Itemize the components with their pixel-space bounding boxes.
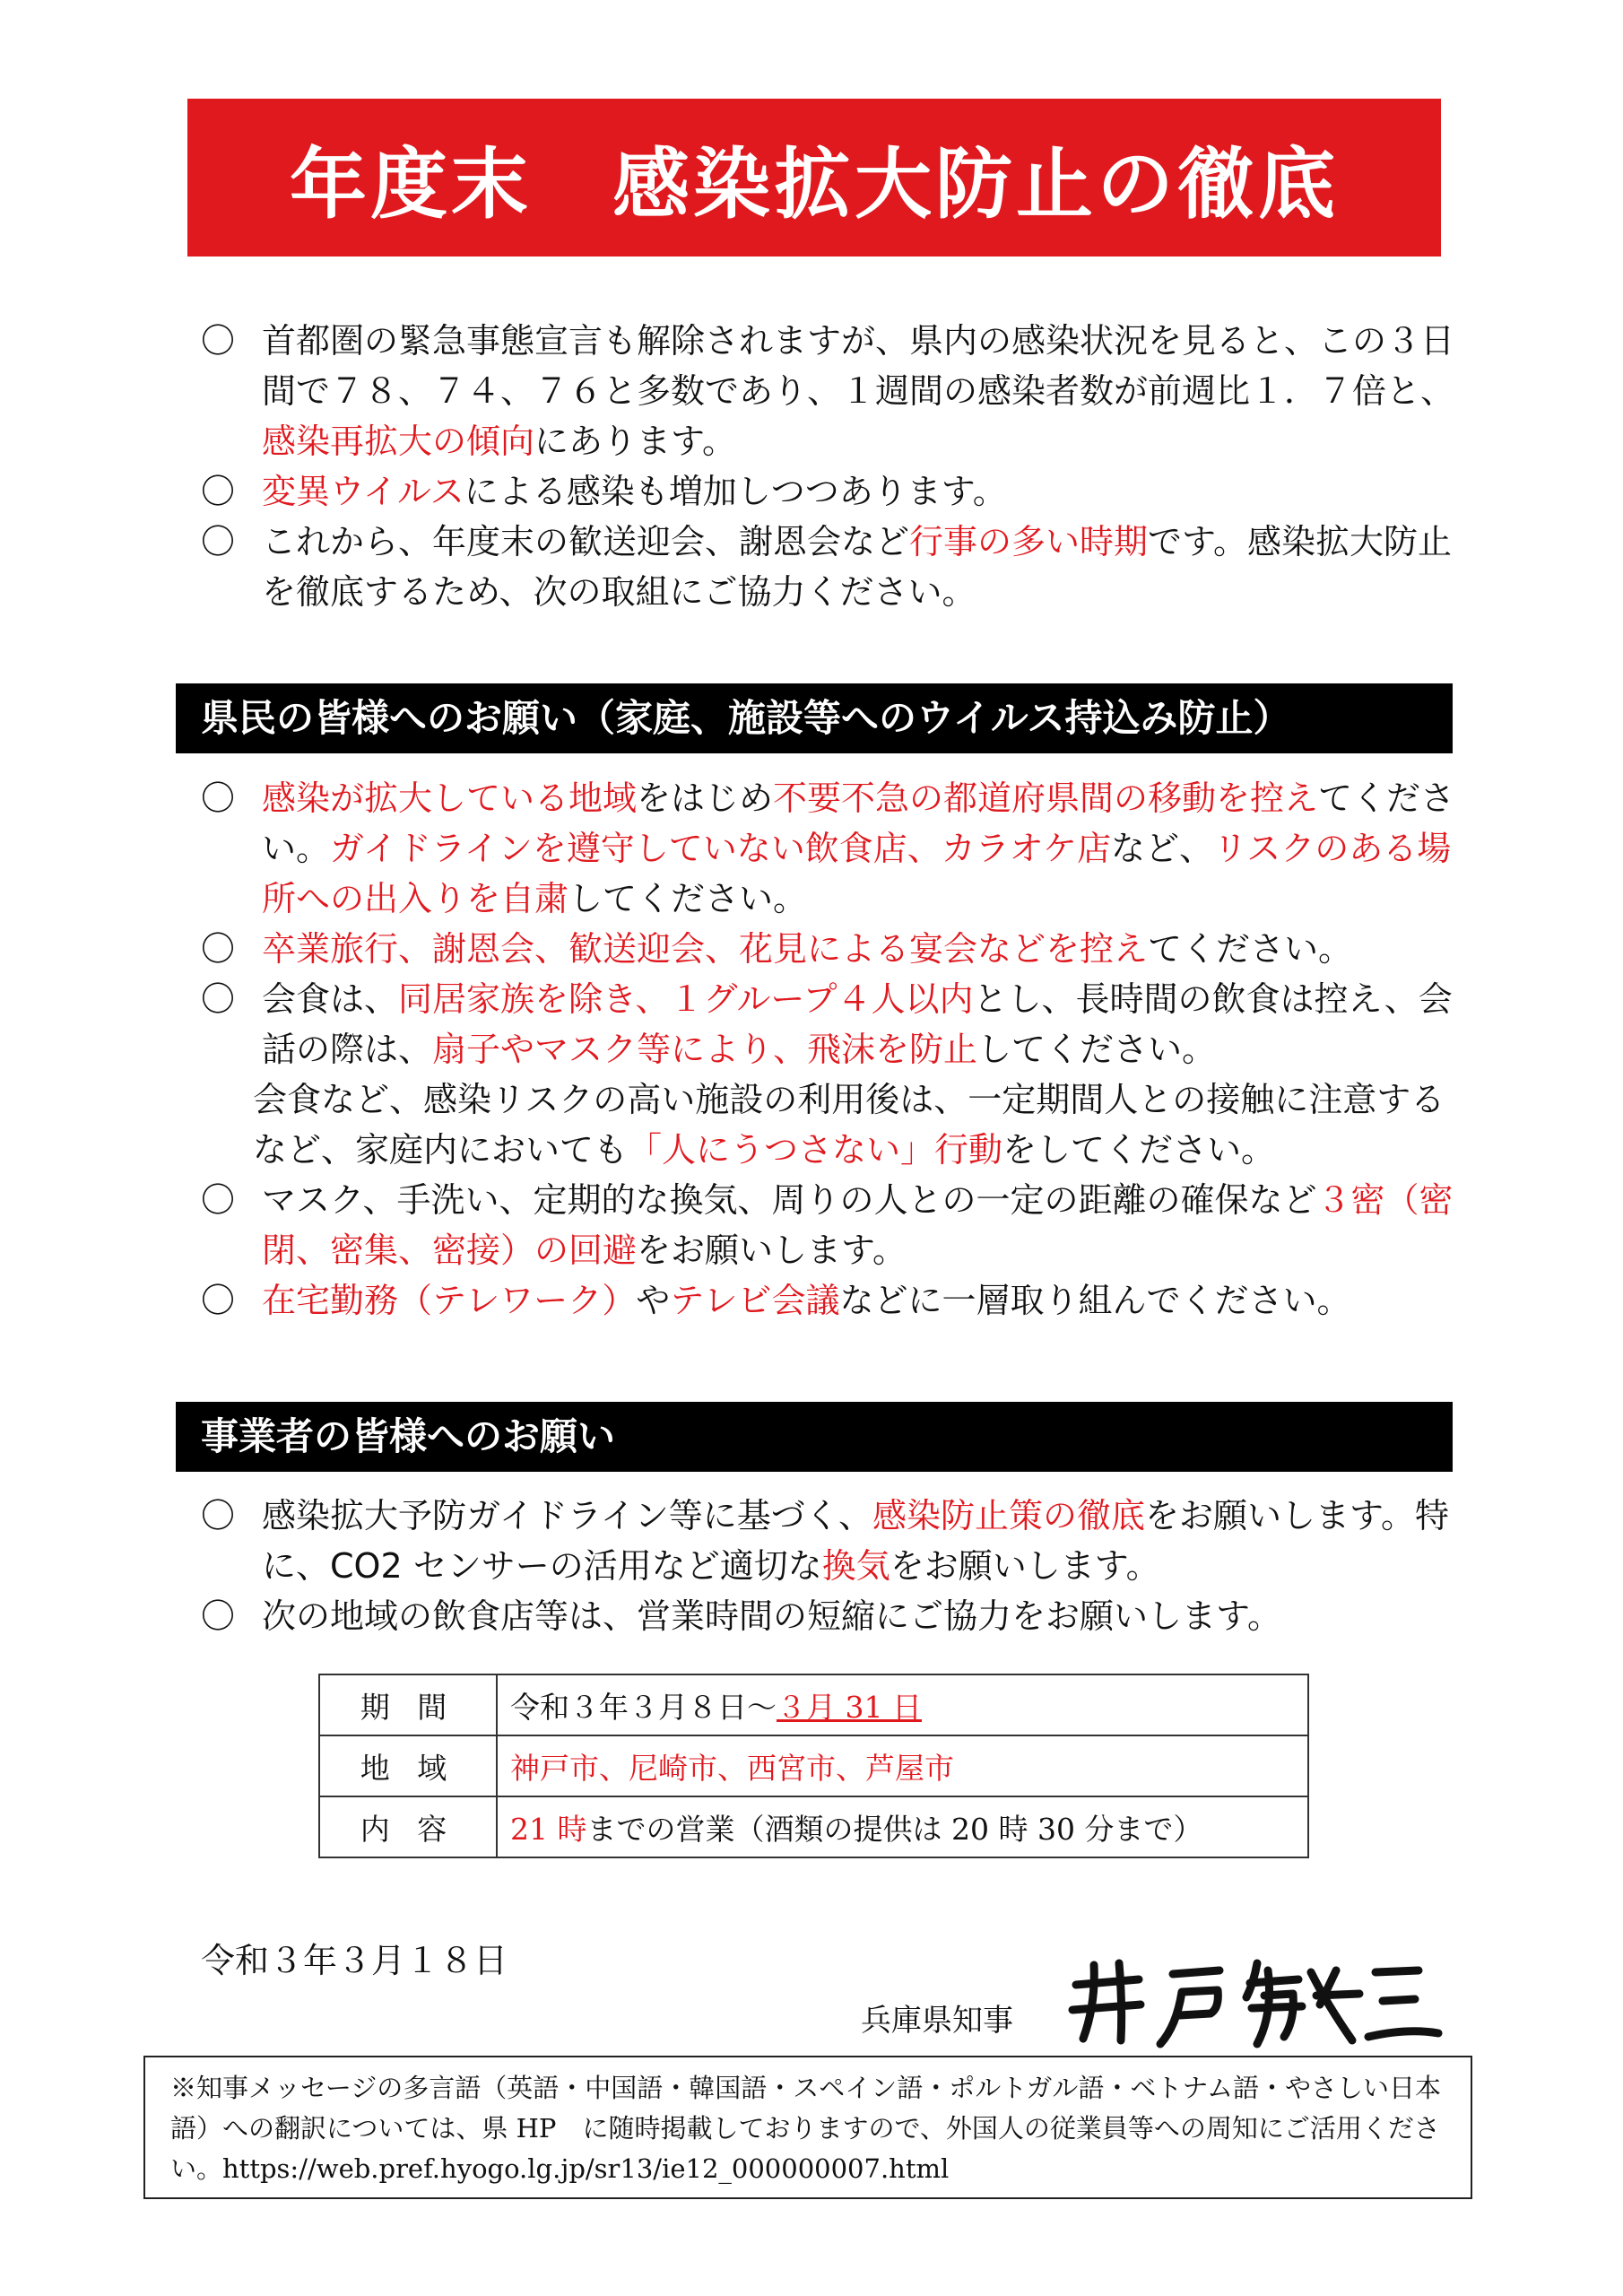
- body-text: 感染拡大予防ガイドライン等に基づく、: [262, 1496, 872, 1535]
- bullet-mark: 〇: [201, 1281, 236, 1320]
- highlighted-text: 感染防止策の徹底: [872, 1496, 1145, 1535]
- translation-notice: ※知事メッセージの多言語（英語・中国語・韓国語・スペイン語・ポルトガル語・ベトナム語・やさしい日本語）への翻訳については、県 HP に随時掲載しておりますので、外国人の従業員等への周知にご活用ください。https://web.pref.hyogo.lg.jp/sr13/ie12_000000007.html: [143, 2056, 1472, 2199]
- table-row: [319, 1796, 1308, 1857]
- bullet-item: [201, 517, 1465, 617]
- highlighted-text: 感染が拡大している地域: [262, 778, 638, 818]
- body-text: マスク、手洗い、定期的な換気、周りの人との一定の距離の確保など: [262, 1180, 1317, 1220]
- body-text: してください。: [977, 1030, 1217, 1069]
- highlighted-text: 卒業旅行、謝恩会、歓送迎会、花見による宴会などを控え: [262, 929, 1149, 969]
- bullet-mark: 〇: [201, 1596, 236, 1636]
- bullet-mark: 〇: [201, 321, 236, 361]
- bullet-mark: 〇: [201, 929, 236, 969]
- page-title: 年度末 感染拡大防止の徹底: [290, 140, 1339, 230]
- table-label-cell: 地 域: [319, 1735, 497, 1796]
- body-text: 首都圏の緊急事態宣言も解除されますが、県内の感染状況を見ると、この３日間で７８、７４、７６と多数であり、１週間の感染者数が前週比１．７倍と、: [262, 321, 1455, 411]
- body-text: などに一層取り組んでください。: [839, 1281, 1351, 1320]
- table-value-cell: [497, 1735, 1308, 1796]
- body-text: など、: [1110, 829, 1213, 868]
- bullet-item: [201, 773, 1465, 924]
- highlighted-text: 神戸市、尼崎市、西宮市、芦屋市: [510, 1750, 954, 1786]
- body-text: 令和３年３月８日～: [510, 1689, 777, 1725]
- highlighted-text: 感染再拡大の傾向: [262, 422, 535, 461]
- highlighted-text: 不要不急の都道府県間の移動を控え: [773, 778, 1319, 818]
- body-text: をお願いします。: [637, 1231, 907, 1270]
- body-text: 会食は、: [262, 979, 399, 1019]
- bullet-item: [201, 924, 1465, 974]
- residents-requests: [201, 773, 1465, 1326]
- highlighted-text: 「人にうつさない」行動: [628, 1130, 1003, 1170]
- highlighted-text: リスクのある場所への出入りを自粛: [262, 829, 1452, 918]
- body-text: てください。: [262, 778, 1455, 868]
- governor-title: 兵庫県知事: [861, 2003, 1013, 2039]
- highlighted-text: ３月 31 日: [777, 1689, 922, 1725]
- body-text: までの営業（酒類の提供は 20 時 30 分まで）: [586, 1811, 1203, 1847]
- table-row: [319, 1674, 1308, 1735]
- intro-section: [201, 316, 1465, 617]
- business-requests: [201, 1491, 1465, 1641]
- body-text: にあります。: [534, 422, 736, 461]
- shortened-hours-table: [318, 1674, 1309, 1858]
- body-text: による感染も増加しつつあります。: [464, 472, 1007, 511]
- bullet-mark: 〇: [201, 979, 236, 1019]
- highlighted-text: 行事の多い時期: [909, 522, 1149, 561]
- table-label-cell: 期 間: [319, 1674, 497, 1735]
- body-text: 会食など、感染リスクの高い施設の利用後は、一定期間人との接触に注意するなど、家庭内においても: [253, 1080, 1445, 1170]
- bullet-item: [201, 974, 1465, 1074]
- bullet-mark: 〇: [201, 1496, 236, 1535]
- bullet-item: [201, 1491, 1465, 1591]
- bullet-mark: 〇: [201, 522, 236, 561]
- bullet-item: [201, 1275, 1465, 1326]
- table-value-cell: [497, 1796, 1308, 1857]
- body-text: です。感染拡大防止を徹底するため、次の取組にご協力ください。: [262, 522, 1452, 612]
- bullet-item: [201, 466, 1465, 517]
- highlighted-text: ガイドラインを遵守していない飲食店、カラオケ店: [330, 829, 1111, 868]
- body-text: をお願いします。: [890, 1546, 1160, 1586]
- highlighted-text: 変異ウイルス: [262, 472, 464, 511]
- body-text: とし、長時間の飲食は控え、会話の際は、: [262, 979, 1453, 1069]
- highlighted-text: テレビ会議: [670, 1281, 840, 1320]
- body-text: をしてください。: [1002, 1130, 1276, 1170]
- highlighted-text: ３密（密閉、密集、密接）の回避: [262, 1180, 1454, 1270]
- highlighted-text: 換気: [821, 1546, 890, 1586]
- bullet-mark: 〇: [201, 778, 236, 818]
- body-text: してください。: [568, 879, 808, 918]
- table-row: [319, 1735, 1308, 1796]
- section-header-businesses: 事業者の皆様へのお願い: [176, 1402, 1453, 1472]
- bullet-item: [201, 1591, 1465, 1641]
- bullet-mark: 〇: [201, 1180, 236, 1220]
- body-text: これから、年度末の歓送迎会、謝恩会など: [262, 522, 910, 561]
- body-text: をはじめ: [637, 778, 774, 818]
- highlighted-text: 扇子やマスク等により、飛沫を防止: [432, 1030, 978, 1069]
- highlighted-text: 21 時: [510, 1811, 587, 1847]
- table-value-cell: [497, 1674, 1308, 1735]
- table-label-cell: 内 容: [319, 1796, 497, 1857]
- bullet-item: [201, 1175, 1465, 1275]
- title-banner: [187, 99, 1441, 257]
- issue-date: 令和３年３月１８日: [201, 1941, 508, 1980]
- body-text: 次の地域の飲食店等は、営業時間の短縮にご協力をお願いします。: [262, 1596, 1281, 1636]
- governor-signature: [1067, 1951, 1444, 2049]
- highlighted-text: 同居家族を除き、１グループ４人以内: [398, 979, 974, 1019]
- body-text: てください。: [1148, 929, 1353, 969]
- body-text: や: [636, 1281, 671, 1320]
- highlighted-text: 在宅勤務（テレワーク）: [262, 1281, 637, 1320]
- bullet-item: [201, 316, 1465, 466]
- section-header-residents: 県民の皆様へのお願い（家庭、施設等へのウイルス持込み防止）: [176, 683, 1453, 753]
- bullet-mark: 〇: [201, 472, 236, 511]
- note-paragraph: [201, 1074, 1465, 1175]
- body-text: をお願いします。特に、CO2 センサーの活用など適切な: [262, 1496, 1449, 1586]
